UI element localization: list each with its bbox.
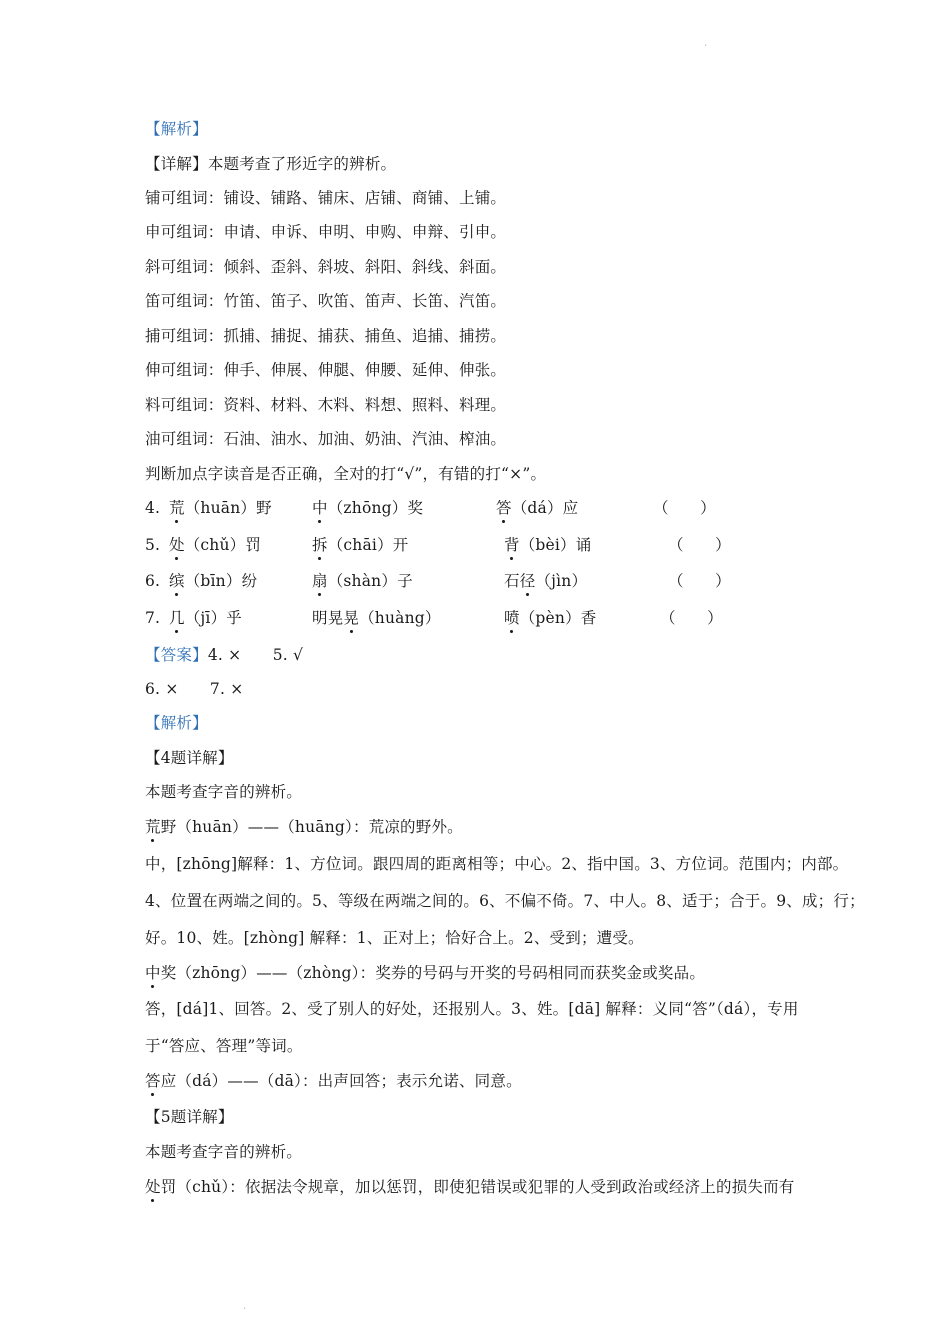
q4-huangye: 荒野（huān）——（huāng）：荒凉的野外。 (145, 818, 463, 836)
word-b: 拆（chāi）开 (312, 536, 409, 554)
dotted-char: 答 (145, 1072, 161, 1090)
q4-da-def: 于“答应、答理”等词。 (145, 1037, 303, 1055)
q5-heading: 【5题详解】 (145, 1108, 234, 1126)
word-a: 缤（bīn）纷 (169, 572, 258, 590)
q4-zhong-def: 4、位置在两端之间的。5、等级在两端之间的。6、不偏不倚。7、中人。8、适于；合于。9、成；行； (145, 892, 865, 910)
word-a: 几（jī）乎 (169, 609, 242, 627)
question-item (145, 498, 785, 518)
answer-parentheses[interactable]: （ ） (660, 609, 723, 627)
q4-zhong-def: 好。10、姓。[zhòng] 解释：1、正对上；恰好合上。2、受到；遭受。 (145, 929, 644, 947)
word-c: 喷（pèn）香 (504, 609, 597, 627)
dotted-char: 处 (169, 536, 185, 554)
dotted-char: 荒 (145, 818, 161, 836)
item-number: 7. (145, 609, 161, 627)
word-group-line: 料可组词：资料、材料、木料、料想、照料、料理。 (145, 396, 507, 414)
word-c: 石径（jìn） (504, 572, 588, 590)
dotted-char: 背 (504, 536, 520, 554)
question-instruction: 判断加点字读音是否正确，全对的打“√”，有错的打“×”。 (145, 465, 547, 483)
word-c: 背（bèi）诵 (504, 536, 592, 554)
word-b: 明晃晃（huàng） (312, 609, 441, 627)
answer-parentheses[interactable]: （ ） (668, 536, 731, 554)
dotted-char: 扇 (312, 572, 328, 590)
q4-zhongjiang: 中奖（zhōng）——（zhòng）：奖券的号码与开奖的号码相同而获奖金或奖品。 (145, 964, 706, 982)
dotted-char: 答 (496, 499, 512, 517)
detail-heading (145, 154, 396, 174)
answer-parentheses[interactable]: （ ） (653, 499, 716, 517)
item-number: 4. (145, 499, 161, 517)
dotted-char: 拆 (312, 536, 328, 554)
q4-zhong-def: 中，[zhōng]解释：1、方位词。跟四周的距离相等；中心。2、指中国。3、方位词。范围内；内部。 (145, 855, 849, 873)
answer-line (145, 645, 303, 665)
q4-intro: 本题考查字音的辨析。 (145, 783, 303, 801)
item-number: 5. (145, 536, 161, 554)
q5-chufa: 处罚（chǔ）：依据法令规章，加以惩罚，即使犯错误或犯罪的人受到政治或经济上的损失而有 (145, 1178, 795, 1196)
dotted-char: 喷 (504, 609, 520, 627)
dotted-char: 缤 (169, 572, 185, 590)
item-number: 6. (145, 572, 161, 590)
word-b: 中（zhōng）奖 (312, 499, 424, 517)
word-a: 处（chǔ）罚 (169, 536, 262, 554)
word-group-line: 油可组词：石油、油水、加油、奶油、汽油、榨油。 (145, 430, 507, 448)
dotted-char: 中 (145, 964, 161, 982)
answer-parentheses[interactable]: （ ） (668, 572, 731, 590)
detail-text: 本题考查了形近字的辨析。 (207, 155, 397, 173)
dotted-char: 晃 (343, 609, 360, 627)
word-group-line: 笛可组词：竹笛、笛子、吹笛、笛声、长笛、汽笛。 (145, 292, 507, 310)
answer-tag: 【答案】 (145, 646, 208, 664)
word-group-line: 铺可组词：铺设、铺路、铺床、店铺、商铺、上铺。 (145, 189, 507, 207)
word-group-line: 申可组词：申请、申诉、申明、申购、申辩、引申。 (145, 223, 507, 241)
word-group-line: 斜可组词：倾斜、歪斜、斜坡、斜阳、斜线、斜面。 (145, 258, 507, 276)
question-item (145, 608, 785, 628)
question-item (145, 571, 785, 591)
analysis-tag: 【解析】 (145, 714, 208, 732)
word-group-line: 捕可组词：抓捕、捕捉、捕获、捕鱼、追捕、捕捞。 (145, 327, 507, 345)
q5-intro: 本题考查字音的辨析。 (145, 1143, 303, 1161)
word-a: 荒（huān）野 (169, 499, 272, 517)
dotted-char: 径 (519, 572, 536, 590)
dotted-char: 中 (312, 499, 328, 517)
question-item (145, 535, 785, 555)
dotted-char: 荒 (169, 499, 185, 517)
q4-heading: 【4题详解】 (145, 749, 234, 767)
answer-values-2: 6. × 7. × (145, 680, 244, 698)
word-b: 扇（shàn）子 (312, 572, 413, 590)
word-c: 答（dá）应 (496, 499, 579, 517)
word-group-line: 伸可组词：伸手、伸展、伸腿、伸腰、延伸、伸张。 (145, 361, 507, 379)
detail-tag: 【详解】 (145, 155, 208, 173)
analysis-tag: 【解析】 (145, 120, 208, 138)
q4-da-def: 答，[dá]1、回答。2、受了别人的好处，还报别人。3、姓。[dā] 解释：义同“答”（dá），专用 (145, 1000, 799, 1018)
page-mark-top: ˌ (705, 40, 707, 47)
answer-values: 4. × 5. √ (207, 646, 304, 664)
dotted-char: 几 (169, 609, 185, 627)
q4-daying: 答应（dá）——（dā）：出声回答；表示允诺、同意。 (145, 1072, 522, 1090)
page-mark-bottom: ˌ (244, 1303, 246, 1310)
dotted-char: 处 (145, 1178, 161, 1196)
